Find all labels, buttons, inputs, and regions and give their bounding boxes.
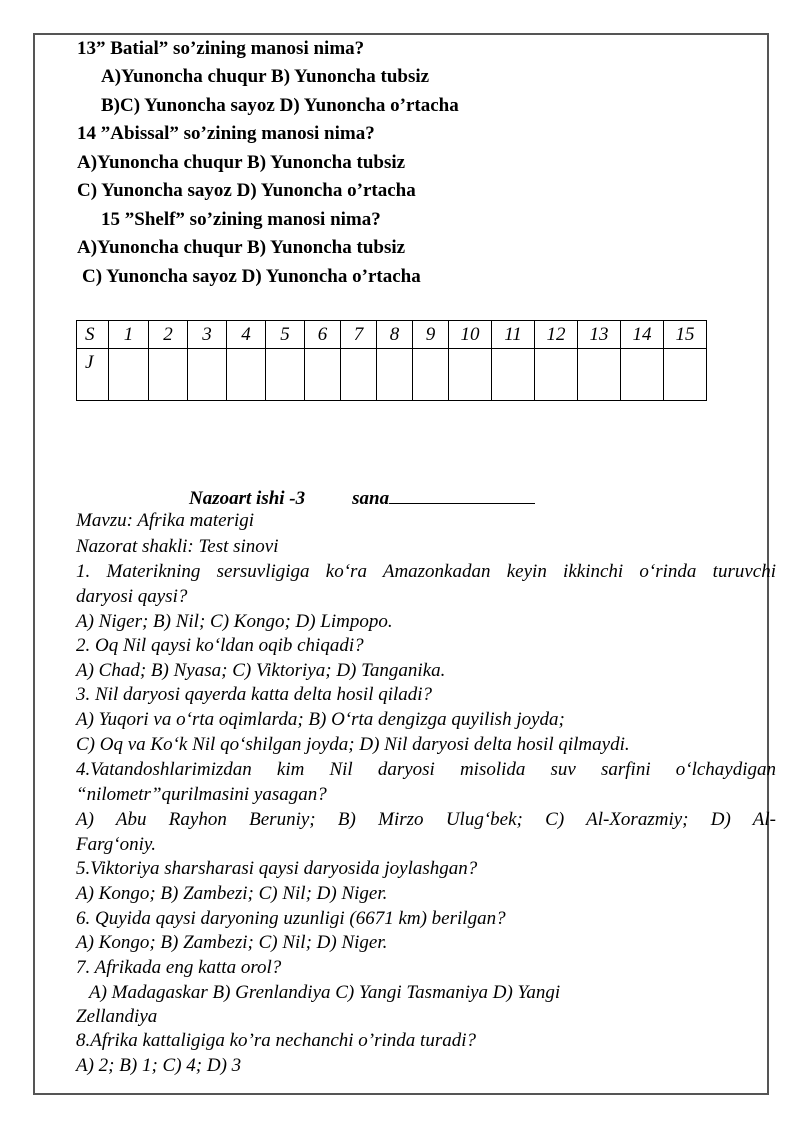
grid-row-label-j: J bbox=[77, 349, 109, 401]
grid-number: 6 bbox=[305, 321, 341, 349]
test-title-line bbox=[189, 485, 535, 511]
control-form: Nazorat shakli: Test sinovi bbox=[76, 536, 279, 557]
grid-number: 15 bbox=[664, 321, 707, 349]
q3-options-line1: A) Yuqori va o‘rta oqimlarda; B) O‘rta dengizga quyilish joyda; bbox=[76, 709, 565, 730]
grid-number: 12 bbox=[535, 321, 578, 349]
grid-row-label-s: S bbox=[77, 321, 109, 349]
q1-text-line1: 1. Materikning sersuvligiga ko‘ra Amazonkadan keyin ikkinchi o‘rinda turuvchi bbox=[76, 561, 776, 582]
test-title: Nazoart ishi -3 bbox=[189, 488, 306, 509]
grid-number: 7 bbox=[341, 321, 377, 349]
q1-options: A) Niger; B) Nil; C) Kongo; D) Limpopo. bbox=[76, 611, 393, 632]
date-label: sana bbox=[352, 488, 390, 509]
grid-number: 13 bbox=[578, 321, 621, 349]
grid-number: 5 bbox=[266, 321, 305, 349]
question-13: 13” Batial” so’zining manosi nima? bbox=[77, 38, 365, 59]
answer-cell bbox=[305, 349, 341, 401]
answer-cell bbox=[149, 349, 188, 401]
grid-number: 4 bbox=[227, 321, 266, 349]
answer-cell bbox=[227, 349, 266, 401]
topic: Mavzu: Afrika materigi bbox=[76, 510, 255, 531]
q2-options: A) Chad; B) Nyasa; C) Viktoriya; D) Tanganika. bbox=[76, 660, 446, 681]
answer-cell bbox=[109, 349, 149, 401]
answer-grid-answer-row bbox=[77, 349, 707, 401]
q7-options-line1: A) Madagaskar B) Grenlandiya C) Yangi Tasmaniya D) Yangi bbox=[89, 982, 561, 1003]
q8-text: 8.Afrika kattaligiga ko’ra nechanchi o’rinda turadi? bbox=[76, 1030, 477, 1051]
question-14: 14 ”Abissal” so’zining manosi nima? bbox=[77, 123, 375, 144]
answer-cell bbox=[621, 349, 664, 401]
q4-text-line2: “nilometr”qurilmasini yasagan? bbox=[76, 784, 327, 805]
question-14-options-cd: C) Yunoncha sayoz D) Yunoncha o’rtacha bbox=[77, 180, 416, 201]
answer-cell bbox=[492, 349, 535, 401]
q7-text: 7. Afrikada eng katta orol? bbox=[76, 957, 282, 978]
q6-text: 6. Quyida qaysi daryoning uzunligi (6671 km) berilgan? bbox=[76, 908, 506, 929]
answer-cell bbox=[188, 349, 227, 401]
answer-cell bbox=[664, 349, 707, 401]
grid-number: 2 bbox=[149, 321, 188, 349]
q7-options-line2: Zellandiya bbox=[76, 1006, 158, 1027]
question-15: 15 ”Shelf” so’zining manosi nima? bbox=[101, 209, 381, 230]
q2-text: 2. Oq Nil qaysi ko‘ldan oqib chiqadi? bbox=[76, 635, 364, 656]
answer-cell bbox=[449, 349, 492, 401]
q5-text: 5.Viktoriya sharsharasi qaysi daryosida joylashgan? bbox=[76, 858, 478, 879]
q4-text-line1: 4.Vatandoshlarimizdan kim Nil daryosi misolida suv sarfini o‘lchaydigan bbox=[76, 759, 776, 780]
q1-text-line2: daryosi qaysi? bbox=[76, 586, 188, 607]
q5-options: A) Kongo; B) Zambezi; C) Nil; D) Niger. bbox=[76, 883, 388, 904]
q6-options: A) Kongo; B) Zambezi; C) Nil; D) Niger. bbox=[76, 932, 388, 953]
question-14-options-ab: A)Yunoncha chuqur B) Yunoncha tubsiz bbox=[77, 152, 406, 173]
date-blank bbox=[389, 485, 535, 504]
question-13-options-cd: B)C) Yunoncha sayoz D) Yunoncha o’rtacha bbox=[101, 95, 459, 116]
q3-options-line2: C) Oq va Ko‘k Nil qo‘shilgan joyda; D) Nil daryosi delta hosil qilmaydi. bbox=[76, 734, 630, 755]
answer-grid-number-row bbox=[77, 321, 707, 349]
grid-number: 11 bbox=[492, 321, 535, 349]
answer-cell bbox=[413, 349, 449, 401]
grid-number: 10 bbox=[449, 321, 492, 349]
answer-cell bbox=[578, 349, 621, 401]
answer-cell bbox=[377, 349, 413, 401]
answer-cell bbox=[266, 349, 305, 401]
q8-options: A) 2; B) 1; C) 4; D) 3 bbox=[76, 1055, 242, 1076]
grid-number: 8 bbox=[377, 321, 413, 349]
q4-options-line2: Farg‘oniy. bbox=[76, 834, 157, 855]
grid-number: 14 bbox=[621, 321, 664, 349]
grid-number: 3 bbox=[188, 321, 227, 349]
q3-text: 3. Nil daryosi qayerda katta delta hosil qiladi? bbox=[76, 684, 433, 705]
grid-number: 1 bbox=[109, 321, 149, 349]
answer-grid bbox=[76, 320, 707, 401]
question-13-options-ab: A)Yunoncha chuqur B) Yunoncha tubsiz bbox=[101, 66, 430, 87]
grid-number: 9 bbox=[413, 321, 449, 349]
question-15-options-ab: A)Yunoncha chuqur B) Yunoncha tubsiz bbox=[77, 237, 406, 258]
question-15-options-cd: C) Yunoncha sayoz D) Yunoncha o’rtacha bbox=[82, 266, 421, 287]
answer-cell bbox=[341, 349, 377, 401]
q4-options-line1: A) Abu Rayhon Beruniy; B) Mirzo Ulug‘bek; C) Al-Xorazmiy; D) Al- bbox=[76, 809, 776, 830]
answer-cell bbox=[535, 349, 578, 401]
